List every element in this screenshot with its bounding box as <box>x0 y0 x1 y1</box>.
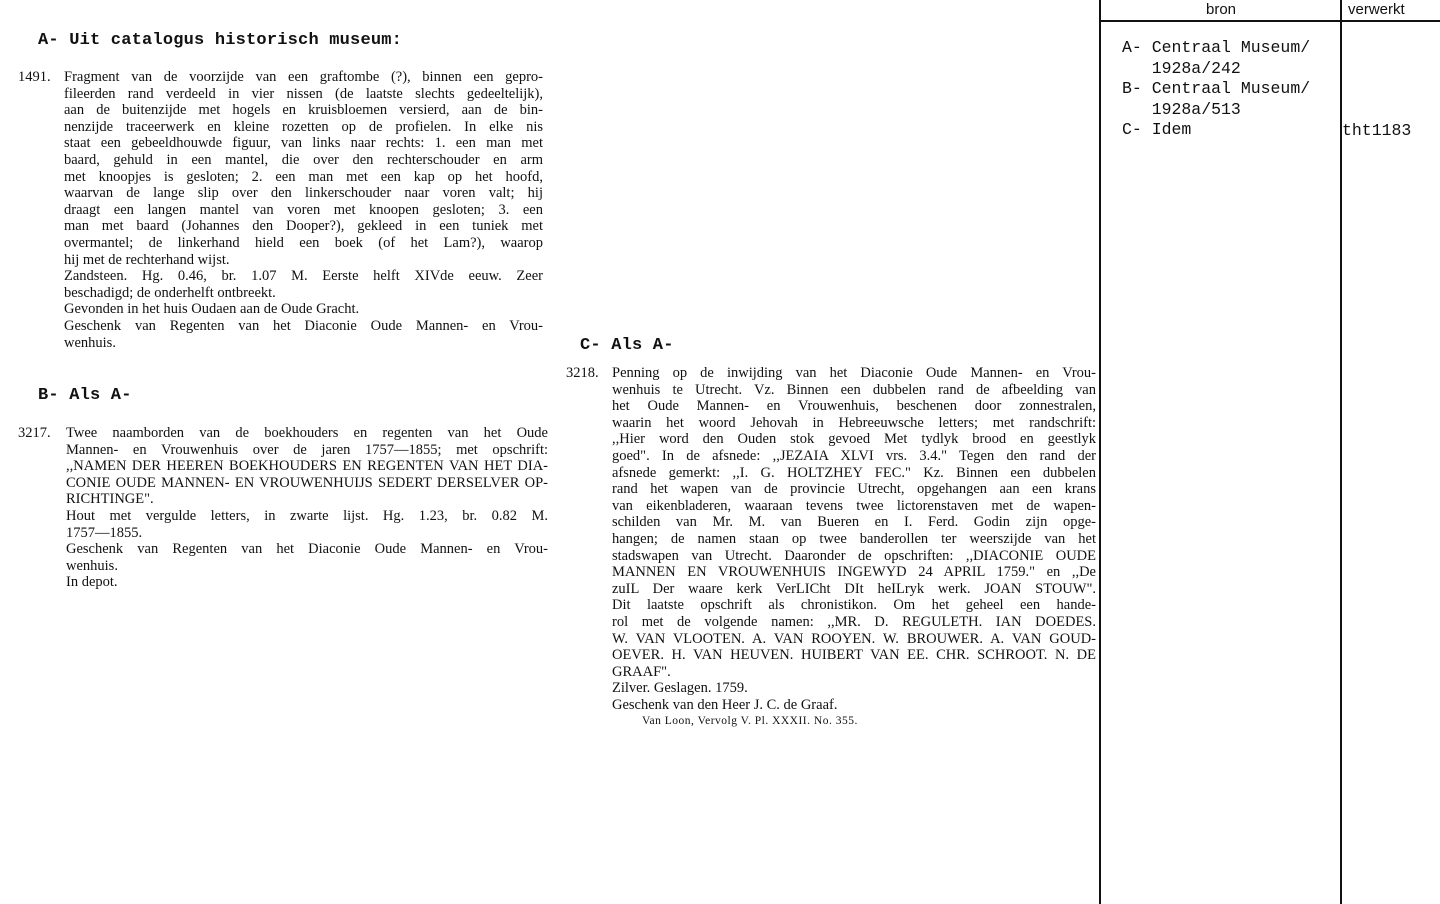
text-line: waarin het woord Jehovah in Hebreeuwsche letters; met randschrift: <box>612 414 1096 431</box>
text-line: Geschenk van den Heer J. C. de Graaf. <box>612 696 838 713</box>
text-line: goed". In de afsnede: ,,JEZAIA XLVI vrs. 3.4." Tegen den rand der <box>612 447 1096 464</box>
text-line: wenhuis. <box>64 334 116 351</box>
text-line: RICHTINGE". <box>66 491 154 508</box>
text-line: In depot. <box>66 574 118 591</box>
text-line: schilden van Mr. M. van Bueren en I. Ferd. Godin zijn opge- <box>612 514 1096 531</box>
text-line: aan de buitenzijde met hogels en kruisbloemen versierd, aan de bin- <box>64 102 543 119</box>
text-line: met knoopjes is gesloten; 2. een man met een kap op het hoofd, <box>64 168 543 185</box>
column-header-bron: bron <box>1206 1 1237 18</box>
bibliographic-reference: Van Loon, Vervolg V. Pl. XXXII. No. 355. <box>642 715 858 728</box>
text-line: nenzijde traceerwerk en kleine rozetten op de profielen. In elke nis <box>64 118 543 135</box>
text-line: beschadigd; de onderhelft ontbreekt. <box>64 284 276 301</box>
table-left-border <box>1099 0 1101 904</box>
text-line: draagt een langen mantel van voren met knoopen gesloten; 3. een <box>64 201 543 218</box>
text-line: rand het wapen van de provincie Utrecht, opgehangen aan een krans <box>612 481 1096 498</box>
text-line: Zilver. Geslagen. 1759. <box>612 680 748 697</box>
text-line: Hout met vergulde letters, in zwarte lijst. Hg. 1.23, br. 0.82 M. <box>66 507 548 524</box>
text-line: van eikenbladeren, waaraan tevens twee lictorenstaven met de wapen- <box>612 497 1096 514</box>
text-line: Zandsteen. Hg. 0.46, br. 1.07 M. Eerste helft XIVde eeuw. Zeer <box>64 268 543 285</box>
text-line: stadswapen van Utrecht. Daaronder de opschriften: ,,DIACONIE OUDE <box>612 547 1096 564</box>
text-line: Fragment van de voorzijde van een graftombe (?), binnen een gepro- <box>64 69 543 85</box>
verwerkt-c-code: tht1183 <box>1342 121 1412 140</box>
entry-text <box>64 69 543 351</box>
text-line: hangen; de namen staan op twee banderollen ter weerszijde van het <box>612 530 1096 547</box>
text-line: waarvan de lange slip over den linkerschouder naar voren valt; hij <box>64 185 543 202</box>
text-line: ,,Hier word den Ouden stok gevoed Met tydlyk brood en geestlyk <box>612 431 1096 448</box>
text-line: Geschenk van Regenten van het Diaconie Oude Mannen- en Vrou- <box>64 317 543 334</box>
text-line: zuIL Der waare kerk VerLICht DIt heILryk werk. JOAN STOUW". <box>612 580 1096 597</box>
text-line: rol met de volgende namen: ,,MR. D. REGULETH. IAN DOEDES. <box>612 613 1096 630</box>
text-line: afsnede gemerkt: ,,I. G. HOLTZHEY FEC." Kz. Binnen een dubbelen <box>612 464 1096 481</box>
section-b-heading: B- Als A- <box>38 386 132 405</box>
text-line: ,,NAMEN DER HEEREN BOEKHOUDERS EN REGENTEN VAN HET DIA- <box>66 458 548 475</box>
text-line: Dit laatste opschrift als chronistikon. Om het geheel een hande- <box>612 597 1096 614</box>
text-line: W. VAN VLOOTEN. A. VAN ROOYEN. W. BROUWER. A. VAN GOUD- <box>612 630 1096 647</box>
column-header-verwerkt: verwerkt <box>1348 1 1405 18</box>
bron-sources: A- Centraal Museum/ 1928a/242 B- Centraal Museum/ 1928a/513 C- Idem <box>1122 38 1311 140</box>
text-line: overmantel; de linkerhand hield een boek (of het Lam?), waarop <box>64 234 543 251</box>
entry-text <box>66 425 548 591</box>
entry-number: 1491. <box>18 69 51 85</box>
text-line: het Oude Mannen- en Vrouwenhuis, beschenen door zonnestralen, <box>612 398 1096 415</box>
text-line: Twee naamborden van de boekhouders en regenten van het Oude <box>66 425 548 441</box>
text-line: Mannen- en Vrouwenhuis over de jaren 1757—1855; met opschrift: <box>66 441 548 458</box>
text-line: Gevonden in het huis Oudaen aan de Oude Gracht. <box>64 301 360 318</box>
text-line: fileerden rand verdeeld in vier nissen (de laatste slechts gedeeltelijk), <box>64 85 543 102</box>
section-c-heading: C- Als A- <box>580 336 674 355</box>
text-line: wenhuis te Utrecht. Vz. Binnen een dubbelen rand de afbeelding van <box>612 381 1096 398</box>
text-line: Penning op de inwijding van het Diaconie Oude Mannen- en Vrou- <box>612 365 1096 381</box>
text-line: wenhuis. <box>66 557 118 574</box>
table-header-rule <box>1099 20 1440 22</box>
text-line: CONIE OUDE MANNEN- EN VROUWENHUIJS SEDERT DERSELVER OP- <box>66 474 548 491</box>
text-line: Geschenk van Regenten van het Diaconie Oude Mannen- en Vrou- <box>66 541 548 558</box>
text-line: hij met de rechterhand wijst. <box>64 251 230 268</box>
text-line: OEVER. H. VAN HEUVEN. HUIBERT VAN EE. CHR. SCHROOT. N. DE <box>612 647 1096 664</box>
text-line: man met baard (Johannes den Dooper?), gekleed in een tuniek met <box>64 218 543 235</box>
entry-text <box>612 365 1096 730</box>
text-line: GRAAF". <box>612 663 671 680</box>
text-line: baard, gehuld in een mantel, die over den rechterschouder en arm <box>64 151 543 168</box>
text-line: staat een gebeeldhouwde figuur, van links naar rechts: 1. een man met <box>64 135 543 152</box>
entry-number: 3218. <box>566 365 599 381</box>
section-a-heading: A- Uit catalogus historisch museum: <box>38 31 403 50</box>
text-line: MANNEN EN VROUWENHUIS INGEWYD 24 APRIL 1759." en ,,De <box>612 564 1096 581</box>
text-line: 1757—1855. <box>66 524 143 541</box>
entry-number: 3217. <box>18 425 51 441</box>
